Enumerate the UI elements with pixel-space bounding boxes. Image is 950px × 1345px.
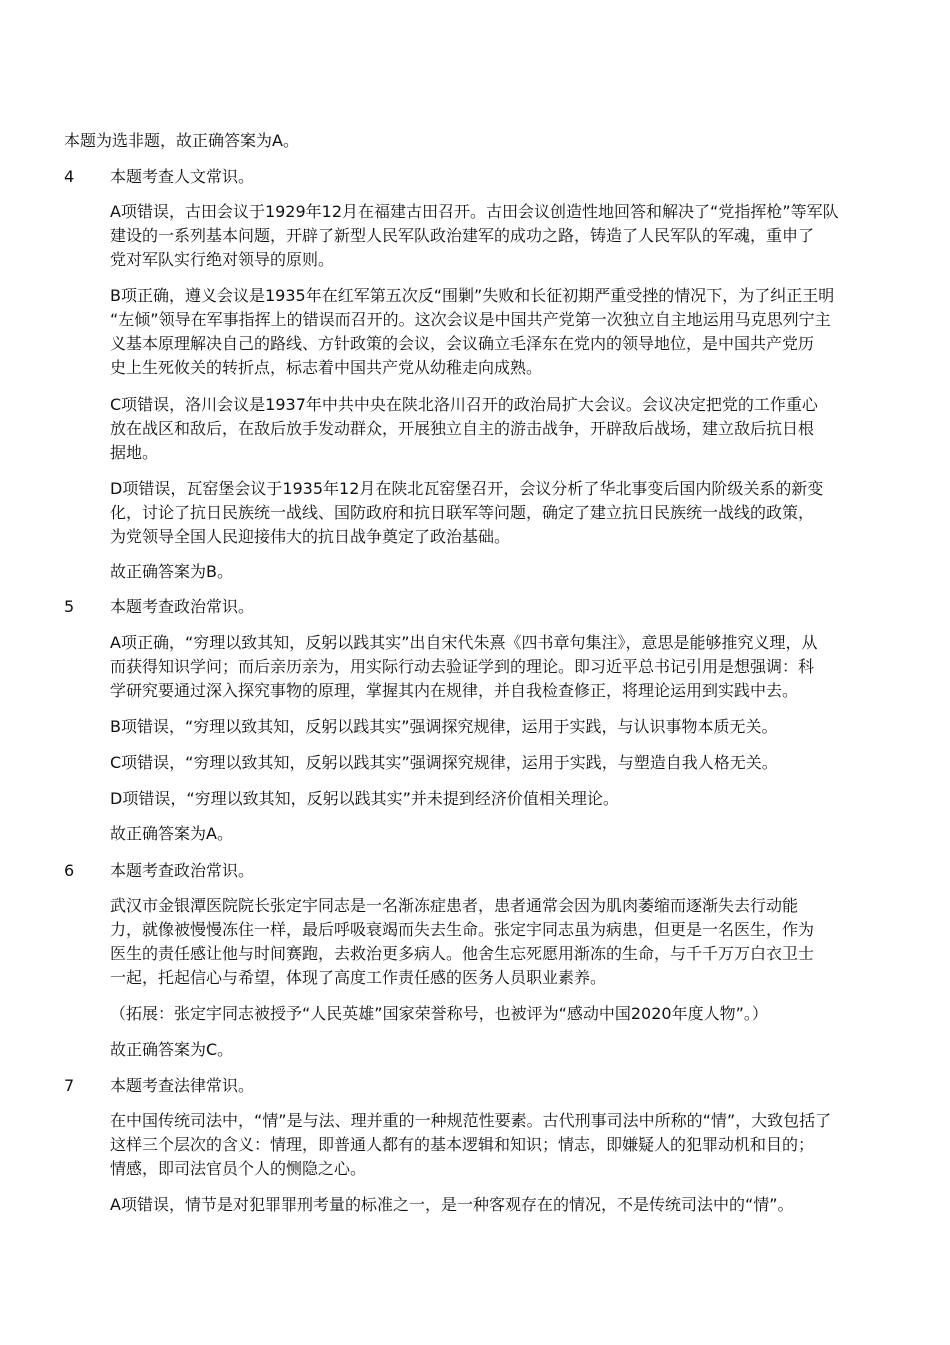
- text-line: 武汉市金银潭医院院长张定宇同志是一名渐冻症患者，患者通常会因为肌肉萎缩而逐渐失去行动能: [110, 896, 799, 915]
- q4-option-d: [110, 477, 860, 549]
- text-line: A项错误，古田会议于1929年12月在福建古田召开。古田会议创造性地回答和解决了“党指挥枪”等军队: [110, 202, 839, 221]
- text-line: 而获得知识学问；而后亲历亲为，用实际行动去验证学到的理论。即习近平总书记引用是想强调：科: [110, 657, 815, 676]
- text-line: 党对军队实行绝对领导的原则。: [110, 250, 335, 269]
- q4-option-a: [110, 200, 860, 272]
- q5-option-a: [110, 631, 860, 703]
- q5-option-c: C项错误，“穷理以致其知，反躬以践其实”强调探究规律，运用于实践，与塑造自我人格无关。: [110, 753, 778, 772]
- text-line: B项正确，遵义会议是1935年在红军第五次反“围剿”失败和长征初期严重受挫的情况下，为了纠正王明: [110, 286, 835, 305]
- text-line: D项错误，瓦窑堡会议于1935年12月在陕北瓦窑堡召开，会议分析了华北事变后国内阶级关系的新变: [110, 479, 824, 498]
- q5-option-b: B项错误，“穷理以致其知，反躬以践其实”强调探究规律，运用于实践，与认识事物本质无关。: [110, 717, 778, 736]
- q4-option-b: [110, 284, 860, 380]
- text-line: 学研究要通过深入探究事物的原理，掌握其内在规律，并自我检查修正，将理论运用到实践中去。: [110, 681, 799, 700]
- q7-option-a: A项错误，情节是对犯罪罪刑考量的标准之一，是一种客观存在的情况，不是传统司法中的“情”。: [110, 1195, 794, 1214]
- q5-option-d: D项错误，“穷理以致其知，反躬以践其实”并未提到经济价值相关理论。: [110, 789, 619, 808]
- text-line: 义基本原理解决自己的路线、方针政策的会议，会议确立毛泽东在党内的领导地位，是中国共产党历: [110, 334, 815, 353]
- q6-answer: 故正确答案为C。: [110, 1040, 234, 1059]
- question-5-title: 本题考查政治常识。: [110, 597, 255, 616]
- q4-answer: 故正确答案为B。: [110, 562, 233, 581]
- text-line: 一起，托起信心与希望，体现了高度工作责任感的医务人员职业素养。: [110, 968, 607, 987]
- intro-line: 本题为选非题，故正确答案为A。: [64, 131, 299, 150]
- q5-answer: 故正确答案为A。: [110, 824, 233, 843]
- q6-body: [110, 894, 860, 990]
- question-4-number: 4: [64, 167, 75, 186]
- question-6-number: 6: [64, 861, 75, 880]
- question-7-number: 7: [64, 1076, 75, 1095]
- question-7-title: 本题考查法律常识。: [110, 1076, 255, 1095]
- text-line: 在中国传统司法中，“情”是与法、理并重的一种规范性要素。古代刑事司法中所称的“情”，大致包括了: [110, 1111, 832, 1130]
- text-line: 建设的一系列基本问题，开辟了新型人民军队政治建军的成功之路，铸造了人民军队的军魂，重申了: [110, 226, 815, 245]
- text-line: 这样三个层次的含义：情理，即普通人都有的基本逻辑和知识；情志，即嫌疑人的犯罪动机和目的；: [110, 1135, 815, 1154]
- text-line: 力，就像被慢慢冻住一样，最后呼吸衰竭而失去生命。张定宇同志虽为病患，但更是一名医生，作为: [110, 920, 815, 939]
- q6-extension: （拓展：张定宇同志被授予“人民英雄”国家荣誉称号，也被评为“感动中国2020年度人物”。）: [110, 1004, 768, 1023]
- text-line: 医生的责任感让他与时间赛跑，去救治更多病人。他舍生忘死愿用渐冻的生命，与千千万万白衣卫士: [110, 944, 815, 963]
- text-line: “左倾”领导在军事指挥上的错误而召开的。这次会议是中国共产党第一次独立自主地运用马克思列宁主: [110, 310, 831, 329]
- text-line: 情感，即司法官员个人的恻隐之心。: [110, 1159, 367, 1178]
- question-6-title: 本题考查政治常识。: [110, 861, 255, 880]
- text-line: 放在战区和敌后，在敌后放手发动群众，开展独立自主的游击战争，开辟敌后战场，建立敌后抗日根: [110, 419, 815, 438]
- text-line: A项正确，“穷理以致其知，反躬以践其实”出自宋代朱熹《四书章句集注》，意思是能够推究义理，从: [110, 633, 818, 652]
- question-5-number: 5: [64, 597, 75, 616]
- text-line: 化，讨论了抗日民族统一战线、国防政府和抗日联军等问题，确定了建立抗日民族统一战线的政策，: [110, 503, 815, 522]
- text-line: 史上生死攸关的转折点，标志着中国共产党从幼稚走向成熟。: [110, 358, 543, 377]
- question-4-title: 本题考查人文常识。: [110, 167, 255, 186]
- q4-option-c: [110, 393, 860, 465]
- text-line: 为党领导全国人民迎接伟大的抗日战争奠定了政治基础。: [110, 527, 511, 546]
- text-line: 据地。: [110, 443, 159, 462]
- text-line: C项错误，洛川会议是1937年中共中央在陕北洛川召开的政治局扩大会议。会议决定把党的工作重心: [110, 395, 818, 414]
- q7-body: [110, 1109, 860, 1181]
